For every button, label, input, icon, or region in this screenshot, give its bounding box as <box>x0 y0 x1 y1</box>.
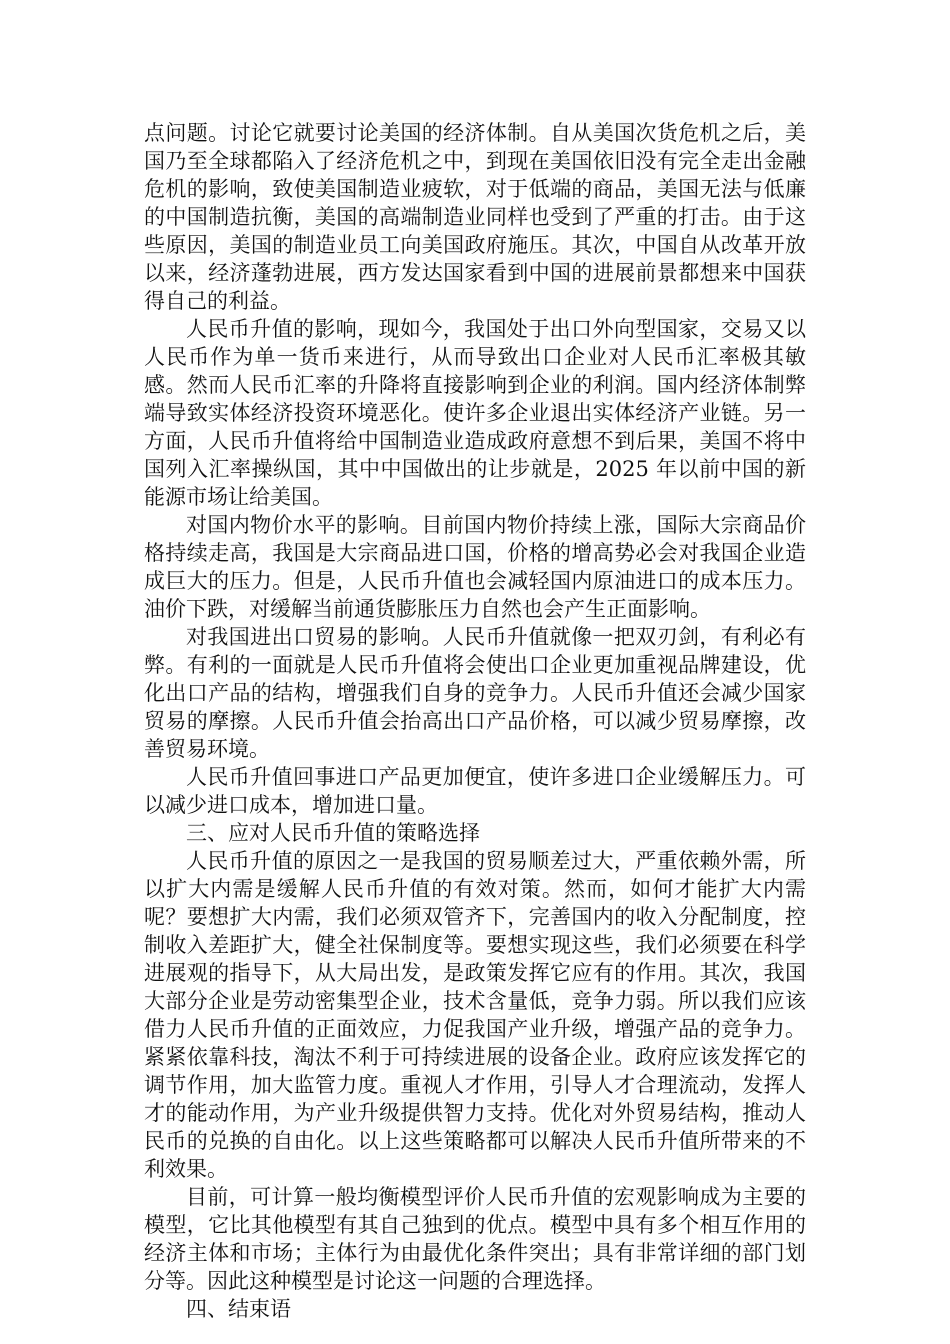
paragraph-strategy: 人民币升值的原因之一是我国的贸易顺差过大，严重依赖外需，所以扩大内需是缓解人民币升值的有效对策。然而，如何才能扩大内需呢？要想扩大内需，我们必须双管齐下，完善国内的收入分配制度，控制收入差距扩大，健全社保制度等。要想实现这些，我们必须要在科学进展观的指导下，从大局出发，是政策发挥它应有的作用。其次，我国大部分企业是劳动密集型企业，技术含量低，竞争力弱。所以我们应该借力人民币升值的正面效应，力促我国产业升级，增强产品的竞争力。紧紧依靠科技，淘汰不利于可持续进展的设备企业。政府应该发挥它的调节作用，加大监管力度。重视人才作用，引导人才合理流动，发挥人才的能动作用，为产业升级提供智力支持。优化对外贸易结构，推动人民币的兑换的自由化。以上这些策略都可以解决人民币升值所带来的不利效果。 <box>144 849 806 1181</box>
section-heading-strategy: 三、应对人民币升值的策略选择 <box>186 821 480 845</box>
paragraph-rmb-impact: 人民币升值的影响，现如今，我国处于出口外向型国家，交易又以人民币作为单一货币来进行，从而导致出口企业对人民币汇率极其敏感。然而人民币汇率的升降将直接影响到企业的利润。国内经济体制弊端导致实体经济投资环境恶化。使许多企业退出实体经济产业链。另一方面，人民币升值将给中国制造业造成政府意想不到后果，美国不将中国列入汇率操纵国，其中中国做出的让步就是，2025 年以前中国的新能源市场让给美国。 <box>144 317 806 509</box>
paragraph-trade-impact: 对我国进出口贸易的影响。人民币升值就像一把双刃剑，有利必有弊。有利的一面就是人民币升值将会使出口企业更加重视品牌建设，优化出口产品的结构，增强我们自身的竞争力。人民币升值还会减少国家贸易的摩擦。人民币升值会抬高出口产品价格，可以减少贸易摩擦，改善贸易环境。 <box>144 625 806 761</box>
paragraph-continuation: 点问题。讨论它就要讨论美国的经济体制。自从美国次货危机之后，美国乃至全球都陷入了经济危机之中，到现在美国依旧没有完全走出金融危机的影响，致使美国制造业疲软，对于低端的商品，美国无法与低廉的中国制造抗衡，美国的高端制造业同样也受到了严重的打击。由于这些原因，美国的制造业员工向美国政府施压。其次，中国自从改革开放以来，经济蓬勃进展，西方发达国家看到中国的进展前景都想来中国获得自己的利益。 <box>144 121 806 313</box>
document-page <box>144 119 806 1323</box>
paragraph-import-cost: 人民币升值回事进口产品更加便宜，使许多进口企业缓解压力。可以减少进口成本，增加进口量。 <box>144 765 806 817</box>
paragraph-price-level: 对国内物价水平的影响。目前国内物价持续上涨，国际大宗商品价格持续走高，我国是大宗商品进口国，价格的增高势必会对我国企业造成巨大的压力。但是，人民币升值也会减轻国内原油进口的成本压力。油价下跌，对缓解当前通货膨胀压力自然也会产生正面影响。 <box>144 513 806 621</box>
section-heading-conclusion: 四、结束语 <box>186 1297 291 1321</box>
paragraph-cge-model: 目前，可计算一般均衡模型评价人民币升值的宏观影响成为主要的模型，它比其他模型有其自己独到的优点。模型中具有多个相互作用的经济主体和市场；主体行为由最优化条件突出；具有非常详细的部门划分等。因此这种模型是讨论这一问题的合理选择。 <box>144 1185 806 1293</box>
